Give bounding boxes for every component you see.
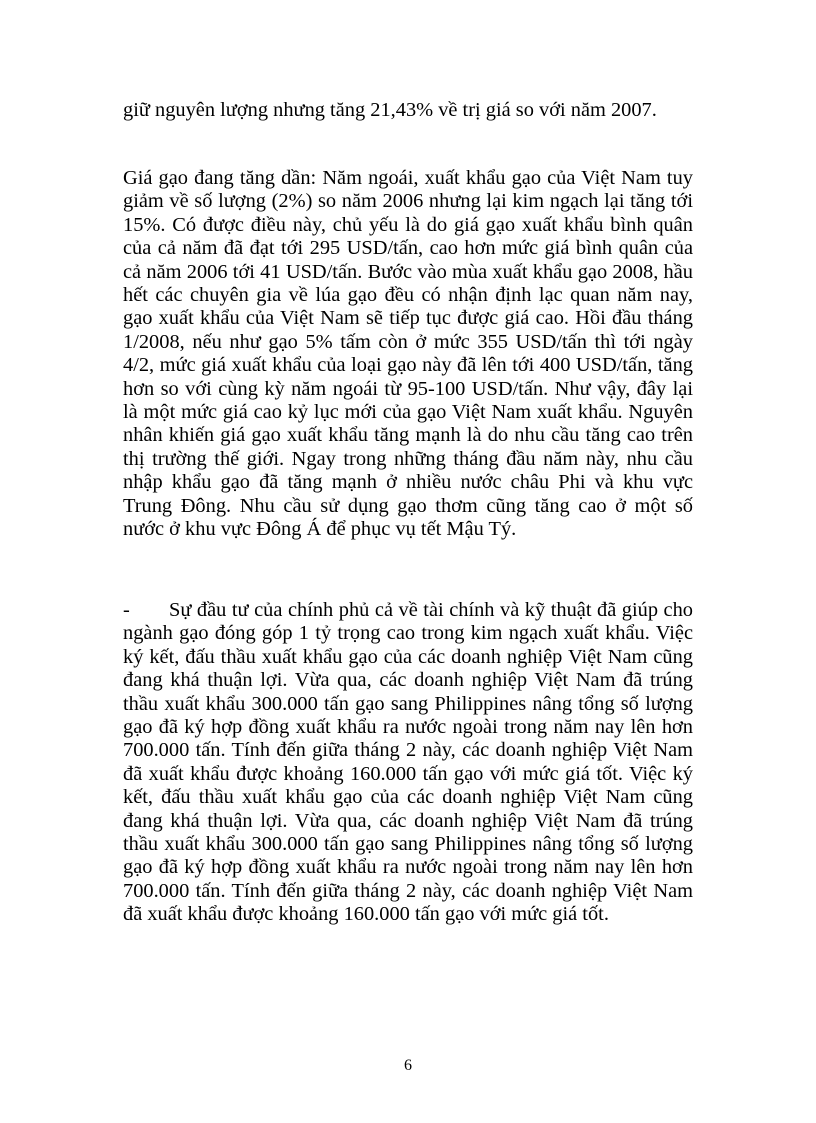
bullet-paragraph-investment xyxy=(123,599,693,927)
bullet-dash: - xyxy=(123,599,130,621)
page-number: 6 xyxy=(404,1057,412,1074)
paragraph-continuation: giữ nguyên lượng nhưng tăng 21,43% về trị giá so với năm 2007. xyxy=(123,99,657,121)
paragraph-rice-price: Giá gạo đang tăng dần: Năm ngoái, xuất khẩu gạo của Việt Nam tuy giảm về số lượng (2%) so năm 2006 nhưng lại kim ngạch lại tăng tới 15%. Có được điều này, chủ yếu là do giá gạo xuất khẩu bình quân của cả năm đã đạt tới 295 USD/tấn, cao hơn mức giá bình quân của cả năm 2006 tới 41 USD/tấn. Bước vào mùa xuất khẩu gạo 2008, hầu hết các chuyên gia về lúa gạo đều có nhận định lạc quan năm nay, gạo xuất khẩu của Việt Nam sẽ tiếp tục được giá cao. Hồi đầu tháng 1/2008, nếu như gạo 5% tấm còn ở mức 355 USD/tấn thì tới ngày 4/2, mức giá xuất khẩu của loại gạo này đã lên tới 400 USD/tấn, tăng hơn so với cùng kỳ năm ngoái từ 95-100 USD/tấn. Như vậy, đây lại là một mức giá cao kỷ lục mới của gạo Việt Nam xuất khẩu. Nguyên nhân khiến giá gạo xuất khẩu tăng mạnh là do nhu cầu tăng cao trên thị trường thế giới. Ngay trong những tháng đầu năm này, nhu cầu nhập khẩu gạo đã tăng mạnh ở nhiều nước châu Phi và khu vực Trung Đông. Nhu cầu sử dụng gạo thơm cũng tăng cao ở một số nước ở khu vực Đông Á để phục vụ tết Mậu Tý. xyxy=(123,167,693,541)
bullet-paragraph-text: Sự đầu tư của chính phủ cả về tài chính và kỹ thuật đã giúp cho ngành gạo đóng góp 1 tỷ trọng cao trong kim ngạch xuất khẩu. Việc ký kết, đấu thầu xuất khẩu gạo của các doanh nghiệp Việt Nam cũng đang khá thuận lợi. Vừa qua, các doanh nghiệp Việt Nam đã trúng thầu xuất khẩu 300.000 tấn gạo sang Philippines nâng tổng số lượng gạo đã ký hợp đồng xuất khẩu ra nước ngoài trong năm nay lên hơn 700.000 tấn. Tính đến giữa tháng 2 này, các doanh nghiệp Việt Nam đã xuất khẩu được khoảng 160.000 tấn gạo với mức giá tốt. Việc ký kết, đấu thầu xuất khẩu gạo của các doanh nghiệp Việt Nam cũng đang khá thuận lợi. Vừa qua, các doanh nghiệp Việt Nam đã trúng thầu xuất khẩu 300.000 tấn gạo sang Philippines nâng tổng số lượng gạo đã ký hợp đồng xuất khẩu ra nước ngoài trong năm nay lên hơn 700.000 tấn. Tính đến giữa tháng 2 này, các doanh nghiệp Việt Nam đã xuất khẩu được khoảng 160.000 tấn gạo với mức giá tốt. xyxy=(123,599,693,926)
